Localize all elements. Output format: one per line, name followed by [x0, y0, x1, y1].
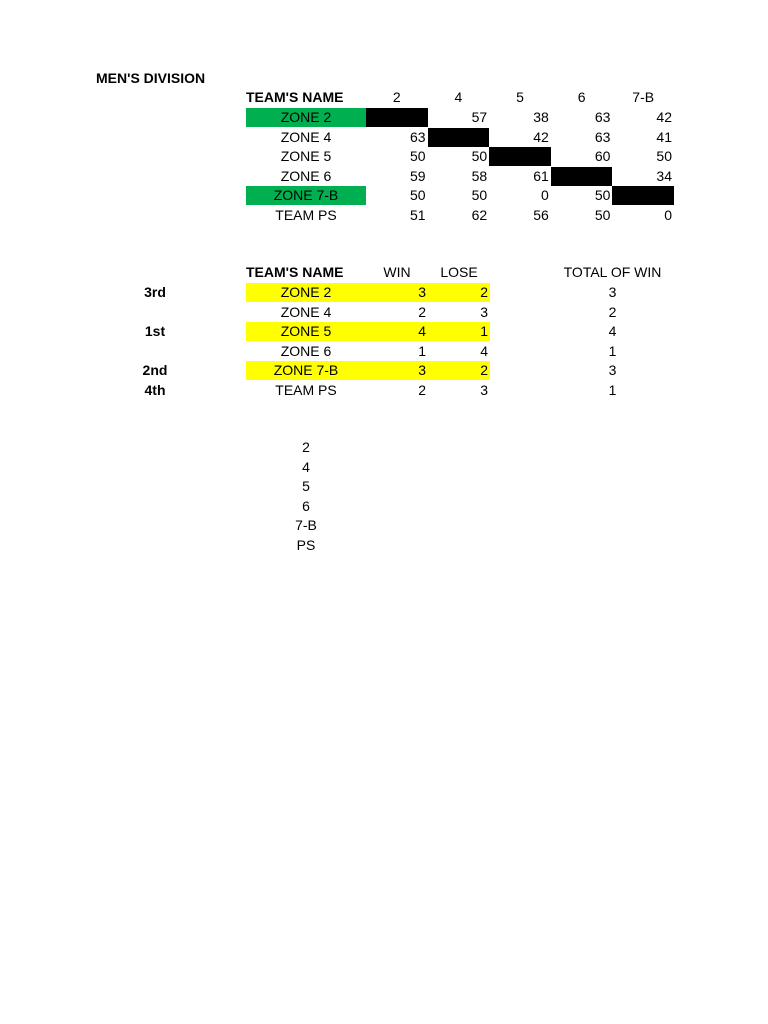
matrix-score-cell: 59: [410, 167, 426, 184]
matrix-score-cell: 63: [594, 109, 611, 125]
standings-team-name: ZONE 4: [280, 303, 332, 320]
team-list-item: 7-B: [295, 517, 317, 533]
matrix-score-cell: 38: [533, 109, 549, 125]
matrix-score-cell: 60: [594, 148, 611, 164]
standings-total-header: TOTAL OF WIN: [563, 264, 662, 280]
standings-win: 2: [418, 303, 426, 320]
standings-team-name: TEAM PS: [275, 381, 337, 398]
matrix-score-cell: 50: [594, 206, 611, 223]
standings-total: 3: [608, 284, 617, 300]
standings-team-name: ZONE 5: [246, 322, 366, 341]
team-list-item: 5: [302, 478, 310, 494]
matrix-score-cell: 50: [410, 187, 426, 203]
team-list-item: 2: [302, 439, 310, 455]
matrix-score-cell: 42: [533, 128, 549, 145]
matrix-score-cell: 34: [656, 167, 672, 184]
matrix-score-cell: 0: [540, 187, 549, 203]
standings-total: 1: [608, 342, 617, 359]
matrix-row-name: ZONE 6: [280, 167, 332, 184]
matrix-row-name: ZONE 5: [280, 148, 332, 164]
standings-rank: [110, 342, 200, 361]
standings-total: 2: [608, 303, 617, 320]
standings-team-name: ZONE 7-B: [246, 361, 366, 380]
standings-rank: 1st: [144, 323, 166, 339]
standings-rank: 4th: [144, 381, 166, 398]
standings-rank: 2nd: [142, 362, 168, 378]
matrix-score-cell: 50: [471, 187, 488, 203]
matrix-score-cell: 56: [533, 206, 549, 223]
matrix-blocked-cell: [428, 128, 490, 147]
matrix-score-cell: 50: [410, 148, 426, 164]
standings-team-name: ZONE 6: [280, 342, 332, 359]
standings-total: 1: [608, 381, 617, 398]
standings-total: 3: [608, 362, 617, 378]
standings-win: 3: [366, 283, 428, 302]
division-title: MEN'S DIVISION: [96, 70, 206, 86]
standings-win: 3: [366, 361, 428, 380]
matrix-score-cell: 63: [594, 128, 611, 145]
standings-name-header: TEAM'S NAME: [246, 264, 344, 280]
matrix-score-cell: 0: [664, 206, 672, 223]
matrix-name-header: TEAM'S NAME: [246, 89, 344, 105]
matrix-blocked-cell: [551, 167, 613, 186]
standings-rank: [110, 303, 200, 322]
matrix-col-header: 5: [516, 89, 524, 105]
matrix-row-name: ZONE 4: [280, 128, 332, 145]
matrix-col-header: 4: [454, 89, 463, 105]
matrix-blocked-cell: [366, 108, 428, 127]
standings-win: 2: [418, 381, 426, 398]
matrix-score-cell: 50: [471, 148, 488, 164]
standings-rank: 3rd: [144, 284, 166, 300]
matrix-col-header: 6: [577, 89, 586, 105]
matrix-blocked-cell: [612, 186, 674, 205]
standings-lose: 1: [428, 322, 490, 341]
team-list-item: 4: [302, 458, 310, 475]
matrix-blocked-cell: [489, 147, 551, 166]
standings-win-header: WIN: [383, 264, 411, 280]
matrix-score-cell: 50: [656, 148, 672, 164]
standings-lose: 3: [480, 381, 488, 398]
team-list-item: 6: [302, 497, 310, 514]
team-list-item: PS: [296, 536, 316, 553]
standings-total: 4: [608, 323, 617, 339]
matrix-score-cell: 41: [656, 128, 672, 145]
matrix-col-header: 2: [392, 89, 401, 105]
matrix-col-header: 7-B: [632, 89, 655, 105]
standings-lose: 4: [480, 342, 488, 359]
matrix-score-cell: 42: [656, 109, 672, 125]
matrix-score-cell: 50: [594, 187, 611, 203]
standings-win: 1: [418, 342, 426, 359]
matrix-score-cell: 58: [471, 167, 488, 184]
standings-lose: 3: [480, 303, 488, 320]
standings-lose: 2: [428, 283, 490, 302]
standings-team-name: ZONE 2: [246, 283, 366, 302]
matrix-score-cell: 61: [533, 167, 549, 184]
matrix-row-name: ZONE 7-B: [246, 186, 366, 205]
standings-win: 4: [366, 322, 428, 341]
standings-lose: 2: [428, 361, 490, 380]
matrix-score-cell: 63: [410, 128, 426, 145]
matrix-row-name: TEAM PS: [275, 206, 337, 223]
matrix-row-name: ZONE 2: [246, 108, 366, 127]
matrix-score-cell: 57: [471, 109, 488, 125]
standings-lose-header: LOSE: [440, 264, 478, 280]
matrix-score-cell: 62: [471, 206, 488, 223]
matrix-score-cell: 51: [410, 206, 426, 223]
